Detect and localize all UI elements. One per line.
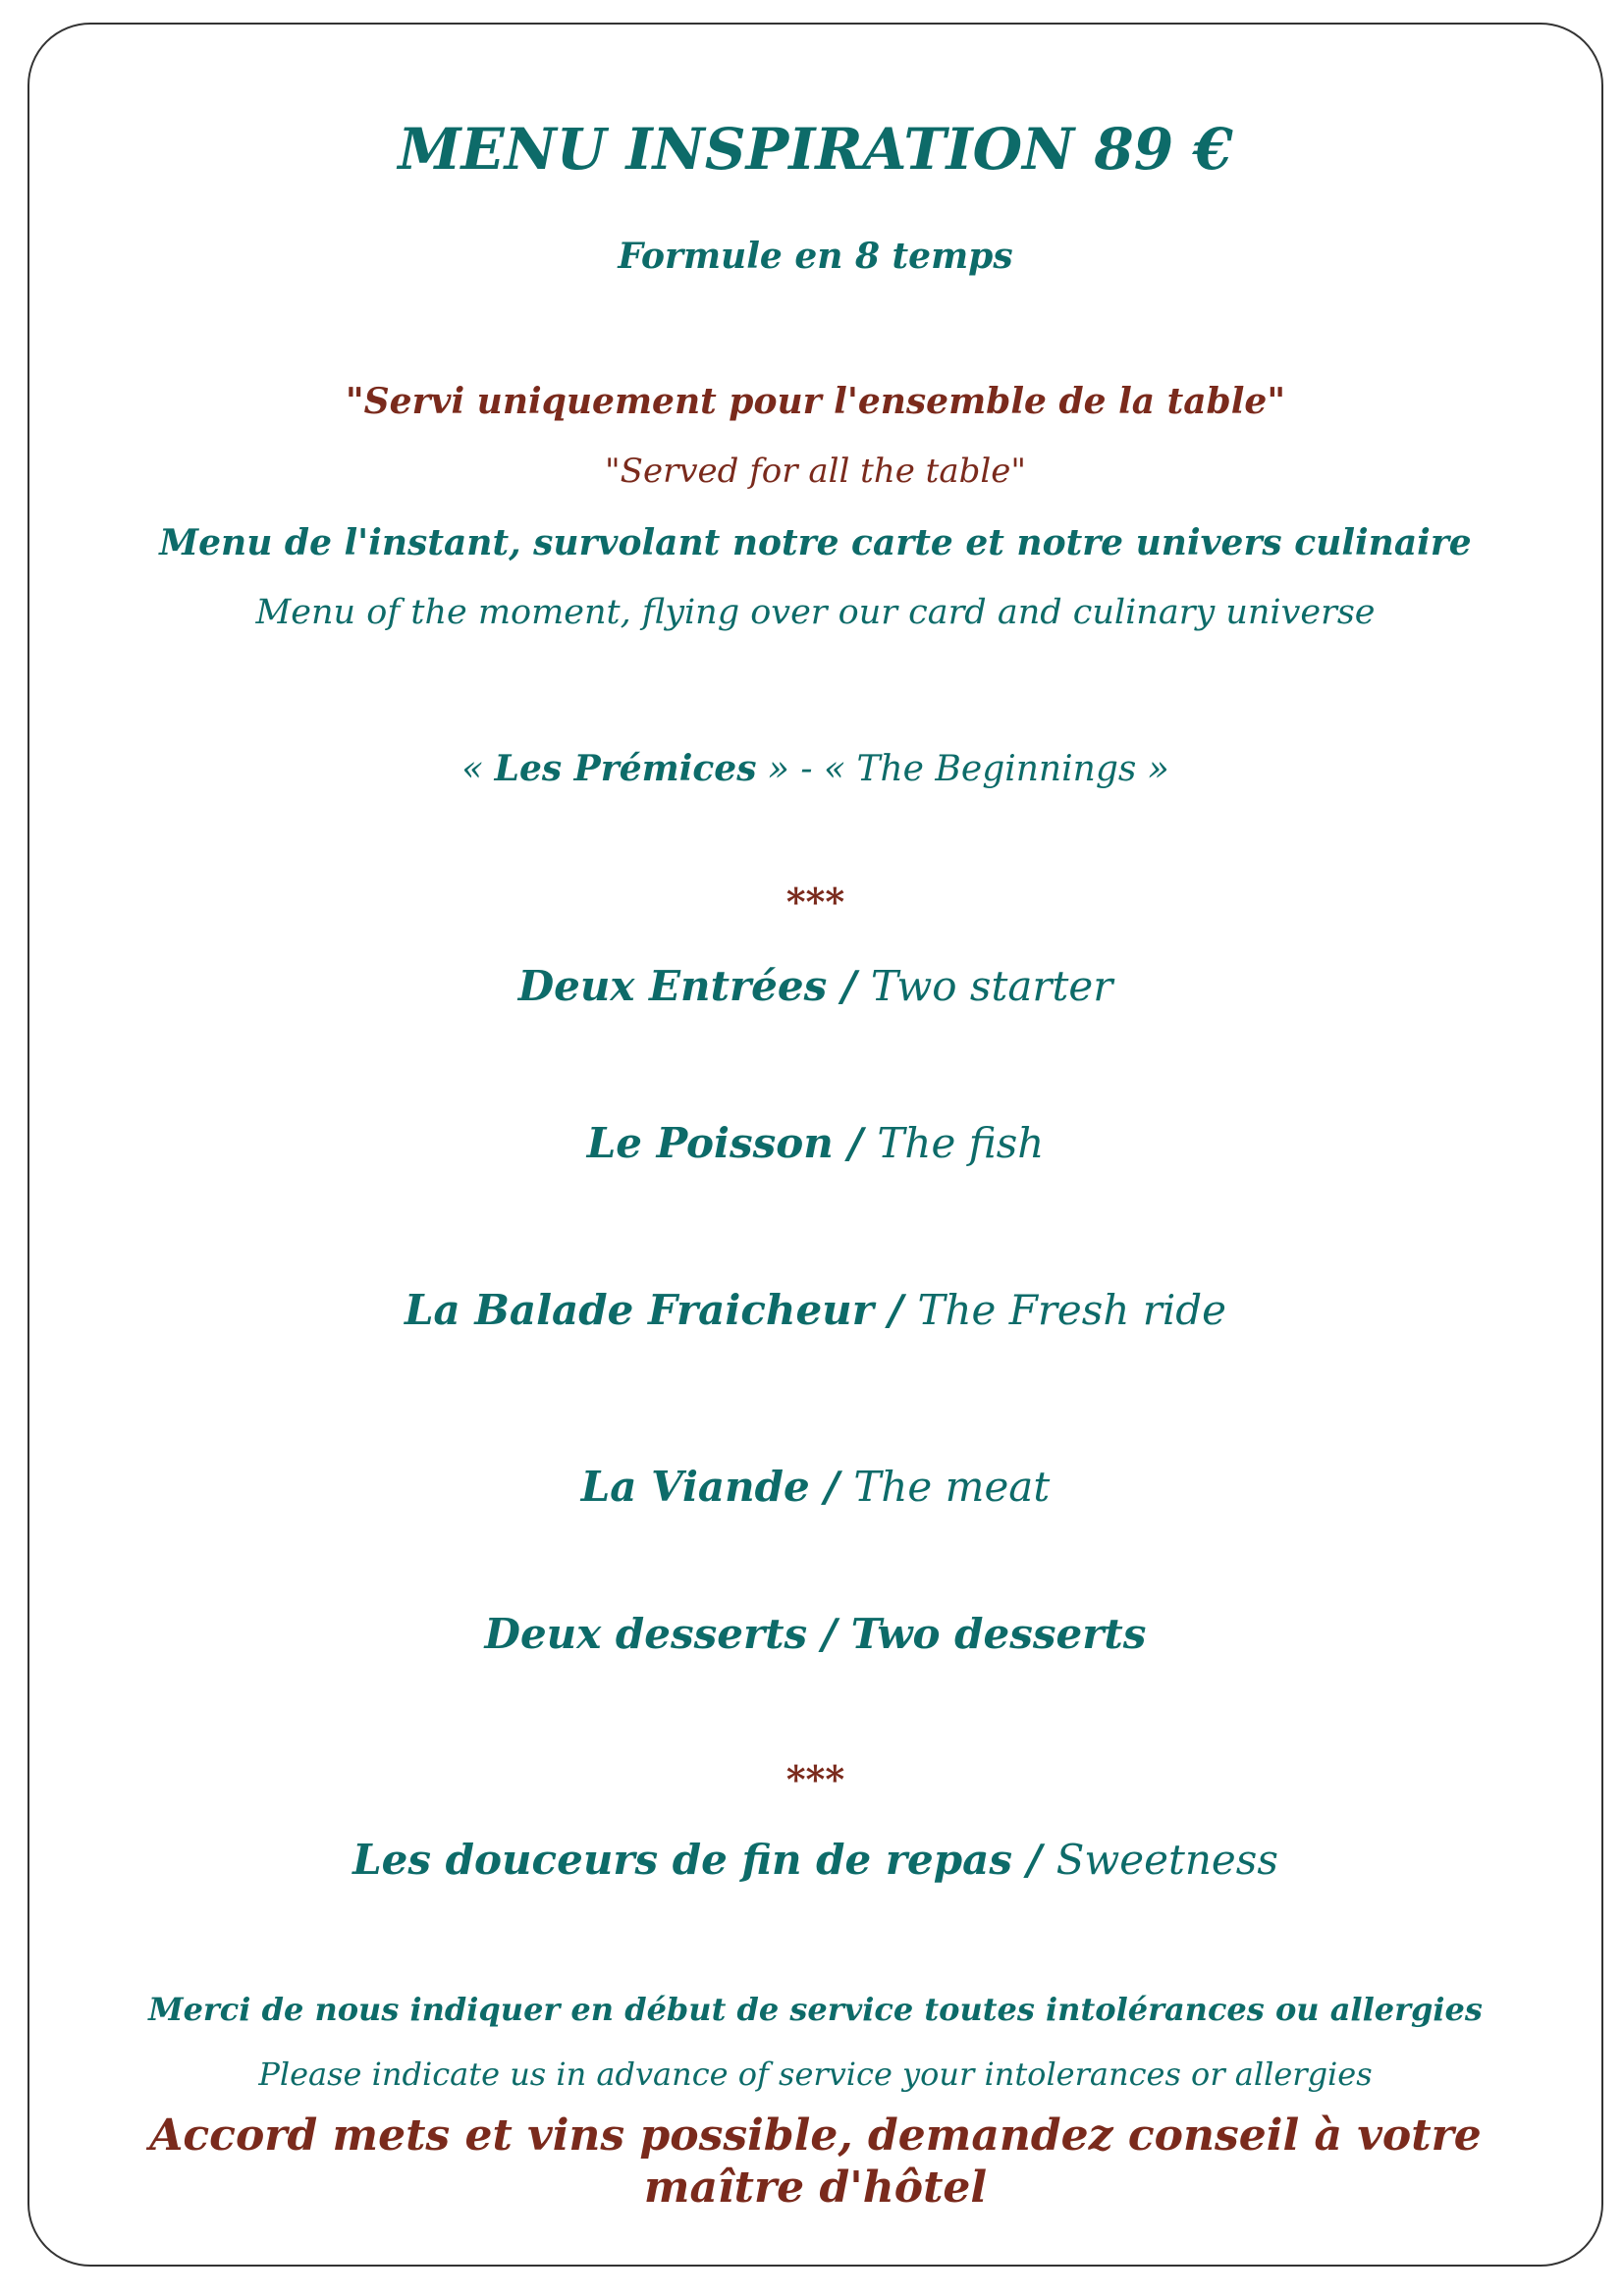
- allergy-notice-en: Please indicate us in advance of service your intolerances or allergies: [258, 2056, 1373, 2093]
- course-separator: /: [827, 962, 871, 1010]
- course-fresh-ride: [27, 1286, 1603, 1335]
- course-starters: [27, 962, 1603, 1011]
- course-fr: La Balade Fraicheur: [405, 1286, 874, 1334]
- premices-name-fr: Les Prémices: [494, 748, 757, 789]
- course-fish: [27, 1119, 1603, 1168]
- course-separator: /: [873, 1286, 918, 1334]
- course-separator: /: [833, 1119, 878, 1167]
- course-meat: [27, 1463, 1603, 1512]
- premices-name-en: « The Beginnings »: [824, 749, 1169, 789]
- table-notice-fr: "Servi uniquement pour l'ensemble de la table": [345, 381, 1286, 422]
- course-desserts: Deux desserts / Two desserts: [484, 1610, 1147, 1658]
- course-separator: /: [809, 1463, 854, 1511]
- course-en: The fish: [877, 1119, 1045, 1167]
- course-en: The Fresh ride: [917, 1286, 1226, 1334]
- course-separator: /: [1011, 1836, 1056, 1884]
- separator-stars: ***: [785, 880, 845, 924]
- wine-pairing-notice: Accord mets et vins possible, demandez conseil à votre maître d'hôtel: [149, 2110, 1482, 2213]
- course-en: Sweetness: [1055, 1836, 1278, 1884]
- course-fr: La Viande: [580, 1463, 810, 1511]
- course-sweetness: [27, 1836, 1603, 1885]
- course-en: The meat: [853, 1463, 1051, 1511]
- menu-subtitle: Formule en 8 temps: [618, 236, 1013, 277]
- instant-notice-fr: Menu de l'instant, survolant notre carte et notre univers culinaire: [159, 522, 1472, 563]
- premices-quote-close: » -: [756, 749, 825, 789]
- allergy-notice-fr: Merci de nous indiquer en début de service toutes intolérances ou allergies: [148, 1991, 1483, 2028]
- course-fr: Les douceurs de fin de repas: [352, 1836, 1012, 1884]
- premices-line: [27, 748, 1603, 790]
- instant-notice-en: Menu of the moment, flying over our card and culinary universe: [255, 593, 1376, 632]
- table-notice-en: "Served for all the table": [605, 452, 1026, 491]
- menu-title: MENU INSPIRATION 89 €: [398, 116, 1233, 183]
- course-en: Two starter: [870, 962, 1113, 1010]
- course-fr: Le Poisson: [586, 1119, 834, 1167]
- separator-stars: ***: [785, 1757, 845, 1801]
- premices-quote-open: «: [461, 749, 495, 789]
- course-fr: Deux Entrées: [517, 962, 828, 1010]
